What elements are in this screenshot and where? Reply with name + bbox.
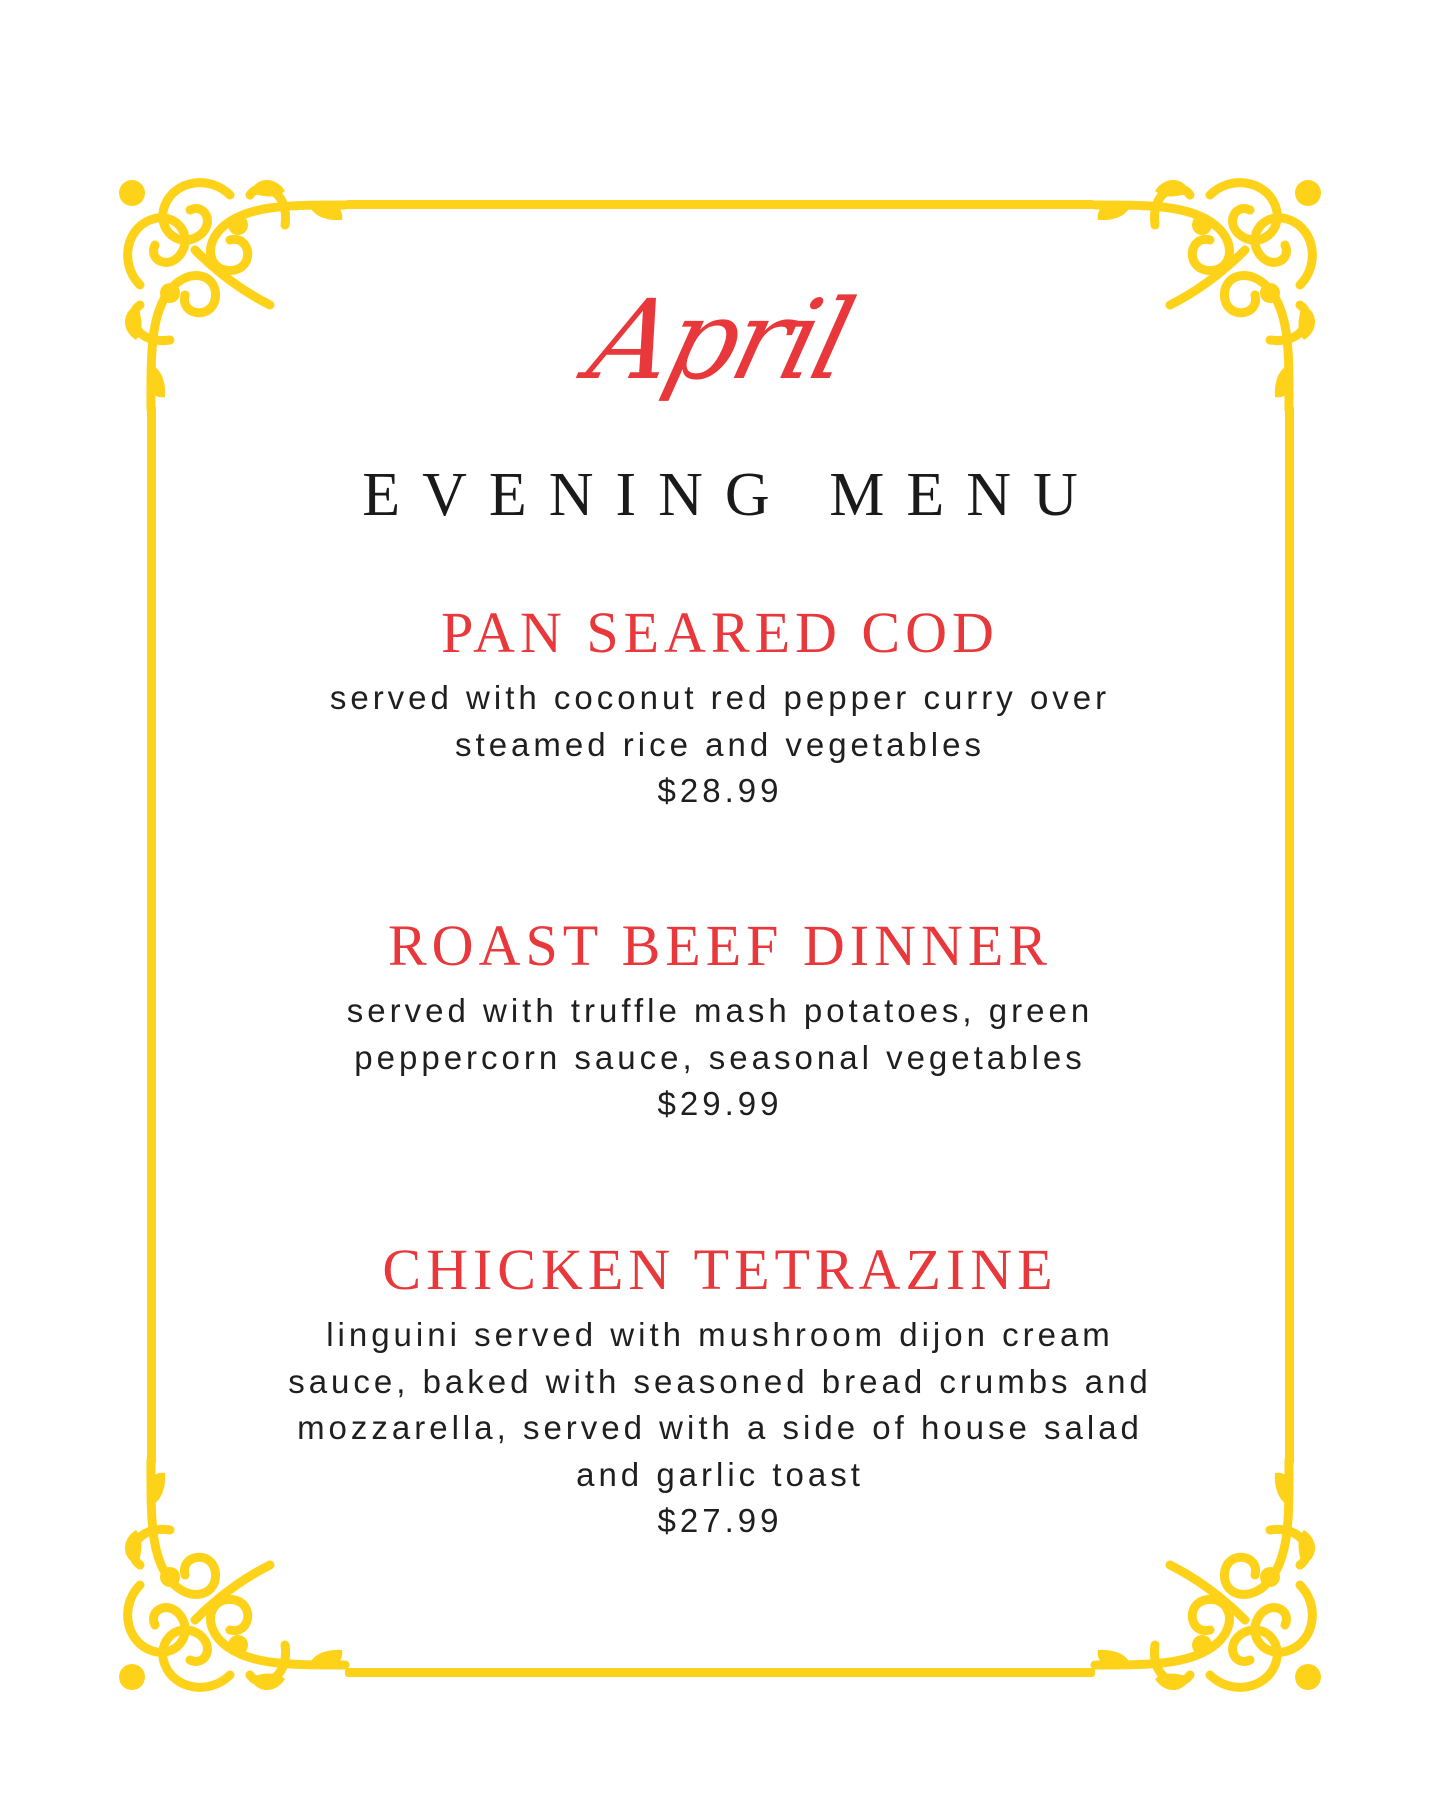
menu-item-name: ROAST BEEF DINNER: [388, 913, 1052, 978]
menu-item-price: $28.99: [657, 772, 783, 809]
menu-item-description: served with coconut red pepper curry over steamed rice and vegetables: [329, 679, 1111, 763]
menu-item-price: $29.99: [657, 1085, 783, 1122]
menu-item: [0, 908, 1440, 1128]
menu-item: [0, 1232, 1440, 1545]
month-title: April: [577, 276, 863, 404]
frame-bottom-border: [345, 1668, 1095, 1677]
menu-item-name: PAN SEARED COD: [441, 600, 999, 665]
menu-item-price: $27.99: [657, 1502, 783, 1539]
menu-item-name: CHICKEN TETRAZINE: [382, 1237, 1058, 1302]
frame-top-border: [345, 200, 1095, 209]
menu-item-description: served with truffle mash potatoes, green peppercorn sauce, seasonal vegetables: [346, 992, 1094, 1076]
menu-title: EVENING MENU: [362, 461, 1100, 529]
menu-item: [0, 595, 1440, 815]
menu-item-description: linguini served with mushroom dijon cream sauce, baked with seasoned bread crumbs and mozzarella, served with a side of house salad and garlic toast: [288, 1316, 1152, 1493]
